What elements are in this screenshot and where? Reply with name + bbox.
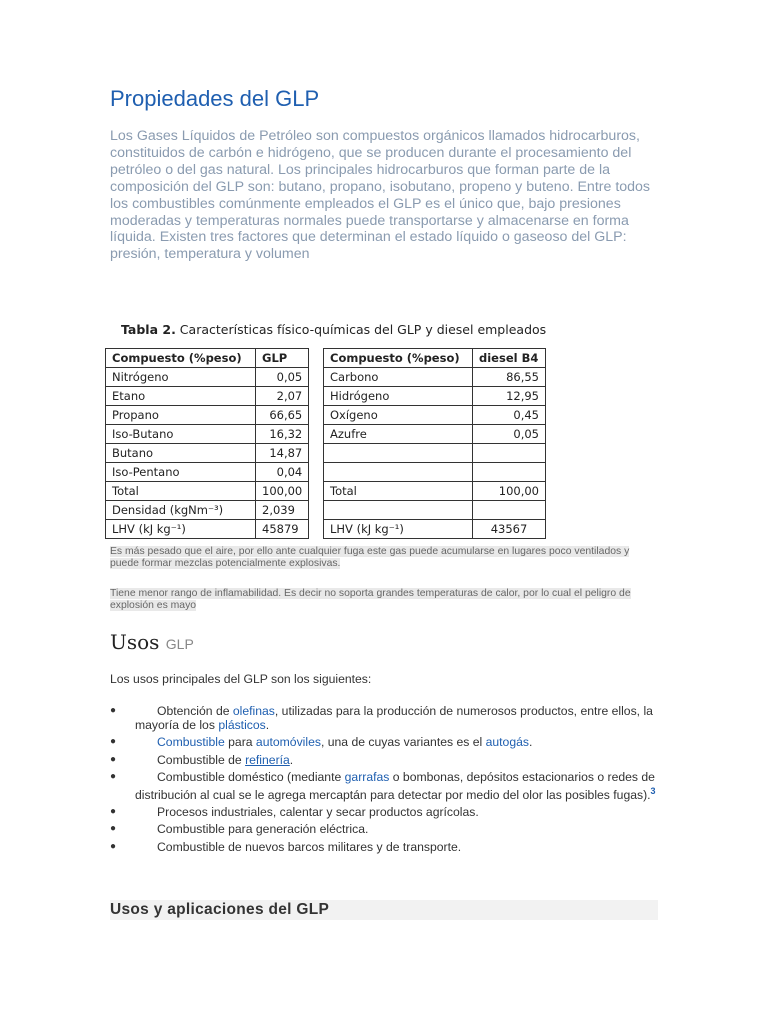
table-cell: 0,05 (256, 368, 309, 387)
table-cell: 100,00 (256, 482, 309, 501)
table-cell (473, 444, 546, 463)
table-cell: 2,039 (256, 501, 309, 520)
table-cell: LHV (kJ kg⁻¹) (106, 520, 256, 539)
table-cell (324, 444, 473, 463)
glp-composition-table (105, 348, 309, 539)
usos-heading (110, 630, 194, 654)
table-row (106, 387, 309, 406)
list-item (110, 753, 660, 767)
bullet-icon: ● (110, 705, 117, 716)
note-paragraph (110, 588, 658, 612)
table-cell: 0,45 (473, 406, 546, 425)
table-caption-text: Características físico-químicas del GLP y diesel empleados (175, 322, 547, 337)
bullet-icon: ● (110, 823, 117, 835)
table-cell: Propano (106, 406, 256, 425)
table-cell: Etano (106, 387, 256, 406)
section-heading: Usos y aplicaciones del GLP (110, 900, 658, 920)
table-row (106, 368, 309, 387)
table-row (106, 520, 309, 539)
table-cell: 14,87 (256, 444, 309, 463)
usos-heading-suffix: GLP (165, 636, 194, 652)
table-header-cell: GLP (256, 349, 309, 368)
table-row (324, 425, 546, 444)
list-item-text: , utilizadas para la producción de numerosos productos, entre ellos, la mayoría de los (135, 704, 653, 733)
note-text: Tiene menor rango de inflamabilidad. Es decir no soporta grandes temperaturas de calor, por lo cual el peligro de explosión es mayo (110, 588, 631, 612)
list-item-text: Combustible doméstico (mediante (157, 769, 345, 784)
list-item-text: . (528, 735, 533, 750)
table-cell: Densidad (kgNm⁻³) (106, 501, 256, 520)
list-item-text: para (224, 735, 256, 750)
table-cell: LHV (kJ kg⁻¹) (324, 520, 473, 539)
table-row (324, 387, 546, 406)
table-cell: 2,07 (256, 387, 309, 406)
bullet-icon: ● (110, 753, 117, 765)
list-item-text: Combustible para generación eléctrica. (157, 822, 369, 837)
table-header-cell: diesel B4 (473, 349, 546, 368)
list-item-text: . (289, 752, 294, 767)
table-row (106, 482, 309, 501)
table-row (324, 482, 546, 501)
link-refineria[interactable]: refinería (245, 752, 290, 767)
list-item (110, 704, 660, 732)
table-cell: 100,00 (473, 482, 546, 501)
table-cell: Hidrógeno (324, 387, 473, 406)
table-cell: 0,04 (256, 463, 309, 482)
list-item-text: Combustible de nuevos barcos militares y de transporte. (157, 839, 462, 854)
table-row (106, 425, 309, 444)
link-olefinas[interactable]: olefinas (232, 704, 275, 718)
table-header-cell: Compuesto (%peso) (106, 349, 256, 368)
link-plasticos[interactable]: plásticos (218, 718, 266, 733)
list-item-text: . (265, 718, 270, 733)
usos-heading-text: Usos (110, 630, 160, 654)
table-cell: Total (106, 482, 256, 501)
bullet-icon: ● (110, 840, 117, 852)
bullet-icon: ● (110, 806, 117, 818)
usos-intro: Los usos principales del GLP son los siguientes: (110, 672, 372, 686)
page-title: Propiedades del GLP (110, 86, 320, 111)
table-row (324, 463, 546, 482)
table-caption-label: Tabla 2. (121, 322, 176, 337)
link-garrafas[interactable]: garrafas (344, 769, 390, 784)
table-cell (473, 463, 546, 482)
usos-list (110, 704, 660, 857)
bullet-icon: ● (110, 770, 117, 782)
table-cell: Iso-Pentano (106, 463, 256, 482)
table-cell: Total (324, 482, 473, 501)
intro-paragraph: Los Gases Líquidos de Petróleo son compuestos orgánicos llamados hidrocarburos, constituidos de carbón e hidrógeno, que se producen durante el procesamiento del petróleo o del gas natural. Los principales hidrocarburos que forman parte de la composición del GLP son: butano, propano, isobutano, propeno y buteno. Entre todos los combustibles comúnmente empleados el GLP es el único que, bajo presiones moderadas y temperaturas normales puede transportarse y almacenarse en forma líquida. Existen tres factores que determinan el estado líquido o gaseoso del GLP: presión, temperatura y volumen (110, 128, 651, 263)
table-row (324, 444, 546, 463)
table-cell: 86,55 (473, 368, 546, 387)
link-combustible[interactable]: Combustible (157, 735, 225, 750)
table-cell: Iso-Butano (106, 425, 256, 444)
list-item (110, 735, 660, 749)
table-cell: 0,05 (473, 425, 546, 444)
table-cell: 43567 (473, 520, 546, 539)
list-item-text: Procesos industriales, calentar y secar productos agrícolas. (157, 805, 479, 820)
table-cell: Butano (106, 444, 256, 463)
table-cell: 45879 (256, 520, 309, 539)
table-row (324, 501, 546, 520)
list-item-text: , una de cuyas variantes es el (320, 735, 486, 750)
list-item (110, 770, 660, 802)
list-item-text: o bombonas, depósitos estacionarios o redes de distribución al cual se le agrega mercaptán para detectar por medio del olor las posibles fugas). (135, 769, 655, 803)
table-cell (324, 463, 473, 482)
bullet-icon: ● (110, 736, 117, 748)
table-cell: 16,32 (256, 425, 309, 444)
table-row (106, 406, 309, 425)
table-row (324, 368, 546, 387)
table-cell: Azufre (324, 425, 473, 444)
table-row (324, 520, 546, 539)
reference-link[interactable]: 3 (650, 786, 656, 797)
table-row (106, 501, 309, 520)
diesel-composition-table (323, 348, 546, 539)
table-caption (121, 322, 546, 337)
table-header-row (324, 349, 546, 368)
list-item (110, 840, 660, 854)
table-cell: 66,65 (256, 406, 309, 425)
list-item (110, 805, 660, 819)
table-cell (473, 501, 546, 520)
list-item (110, 822, 660, 836)
list-item-text: Obtención de (157, 704, 233, 718)
note-text: Es más pesado que el aire, por ello ante cualquier fuga este gas puede acumularse en lugares poco ventilados y puede formar mezclas potencialmente explosivas. (110, 546, 630, 570)
list-item-text: Combustible de (157, 752, 246, 767)
table-row (106, 444, 309, 463)
table-header-row (106, 349, 309, 368)
link-automoviles[interactable]: automóviles (255, 735, 321, 750)
table-cell: Oxígeno (324, 406, 473, 425)
table-row (106, 463, 309, 482)
table-cell (324, 501, 473, 520)
link-autogas[interactable]: autogás (485, 735, 529, 750)
note-paragraph (110, 546, 658, 570)
table-row (324, 406, 546, 425)
table-cell: Carbono (324, 368, 473, 387)
table-header-cell: Compuesto (%peso) (324, 349, 473, 368)
table-cell: 12,95 (473, 387, 546, 406)
table-cell: Nitrógeno (106, 368, 256, 387)
